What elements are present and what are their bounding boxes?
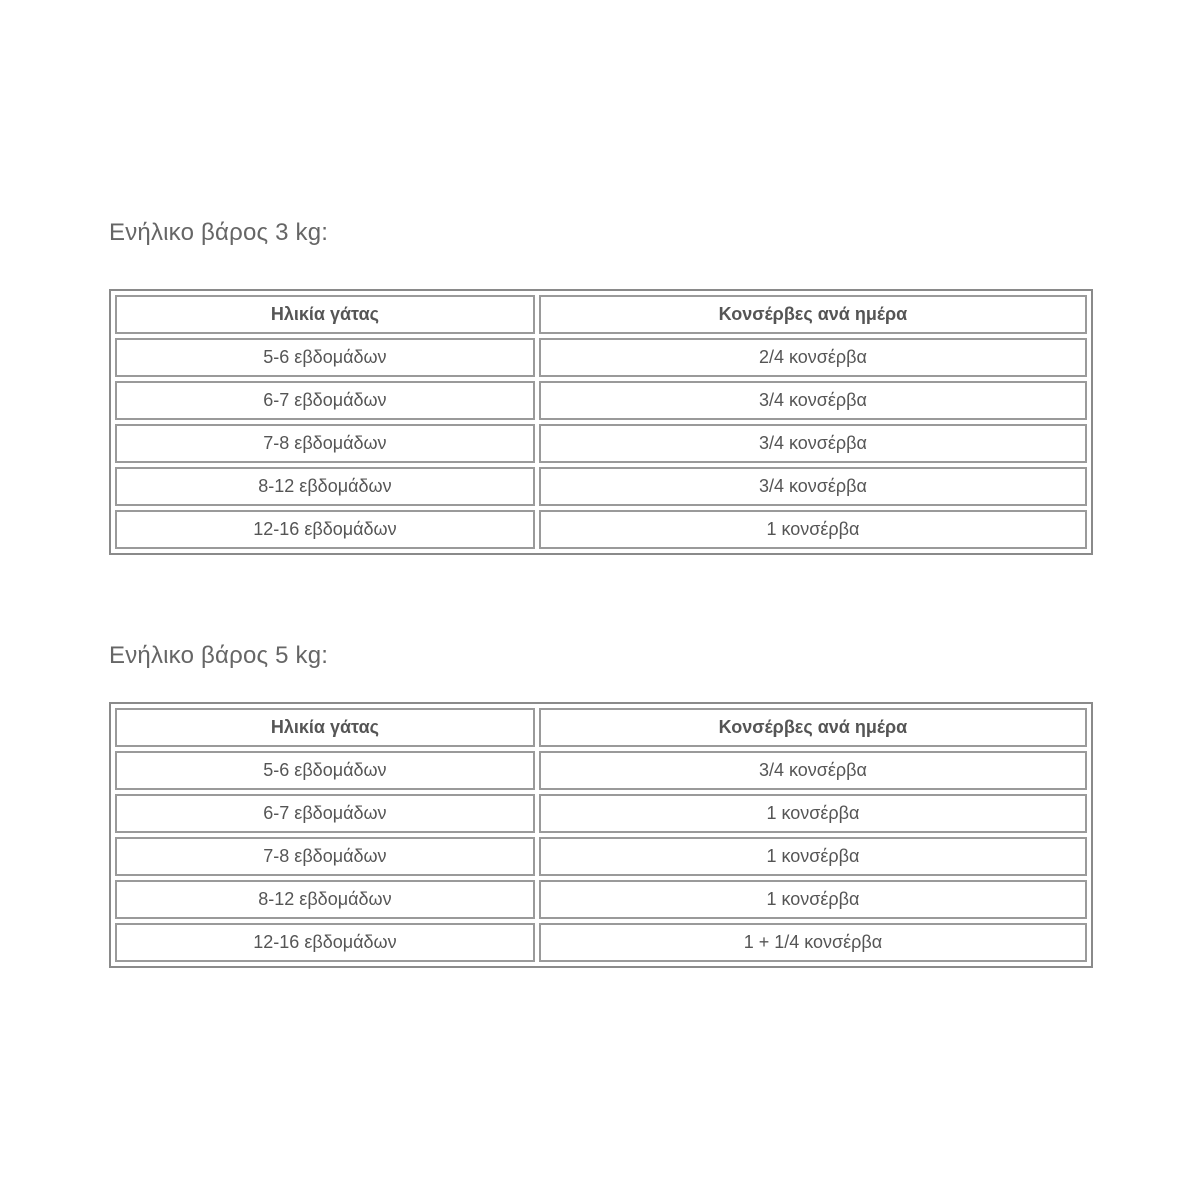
- table-row: [115, 794, 1087, 833]
- cans-cell: 1 κονσέρβα: [539, 837, 1087, 876]
- cans-cell: 1 κονσέρβα: [539, 794, 1087, 833]
- table-row: [115, 510, 1087, 549]
- table-header-row: [115, 708, 1087, 747]
- cans-cell: 1 κονσέρβα: [539, 510, 1087, 549]
- cans-cell: 3/4 κονσέρβα: [539, 751, 1087, 790]
- table-row: [115, 381, 1087, 420]
- section-heading-5kg: Ενήλικο βάρος 5 kg:: [109, 642, 329, 669]
- column-header-cans: Κονσέρβες ανά ημέρα: [539, 708, 1087, 747]
- age-cell: 6-7 εβδομάδων: [115, 794, 535, 833]
- table-row: [115, 923, 1087, 962]
- feeding-table-5kg: [109, 702, 1093, 968]
- table-row: [115, 338, 1087, 377]
- column-header-age: Ηλικία γάτας: [115, 295, 535, 334]
- table-row: [115, 467, 1087, 506]
- cans-cell: 3/4 κονσέρβα: [539, 424, 1087, 463]
- cans-cell: 1 + 1/4 κονσέρβα: [539, 923, 1087, 962]
- table-row: [115, 837, 1087, 876]
- table-row: [115, 751, 1087, 790]
- column-header-age: Ηλικία γάτας: [115, 708, 535, 747]
- table-header-row: [115, 295, 1087, 334]
- age-cell: 5-6 εβδομάδων: [115, 751, 535, 790]
- cans-cell: 3/4 κονσέρβα: [539, 381, 1087, 420]
- cans-cell: 1 κονσέρβα: [539, 880, 1087, 919]
- age-cell: 5-6 εβδομάδων: [115, 338, 535, 377]
- age-cell: 8-12 εβδομάδων: [115, 467, 535, 506]
- section-heading-3kg: Ενήλικο βάρος 3 kg:: [109, 219, 329, 246]
- age-cell: 12-16 εβδομάδων: [115, 510, 535, 549]
- table-row: [115, 424, 1087, 463]
- age-cell: 6-7 εβδομάδων: [115, 381, 535, 420]
- table-row: [115, 880, 1087, 919]
- age-cell: 7-8 εβδομάδων: [115, 837, 535, 876]
- age-cell: 12-16 εβδομάδων: [115, 923, 535, 962]
- age-cell: 8-12 εβδομάδων: [115, 880, 535, 919]
- age-cell: 7-8 εβδομάδων: [115, 424, 535, 463]
- cans-cell: 2/4 κονσέρβα: [539, 338, 1087, 377]
- feeding-table-3kg: [109, 289, 1093, 555]
- cans-cell: 3/4 κονσέρβα: [539, 467, 1087, 506]
- column-header-cans: Κονσέρβες ανά ημέρα: [539, 295, 1087, 334]
